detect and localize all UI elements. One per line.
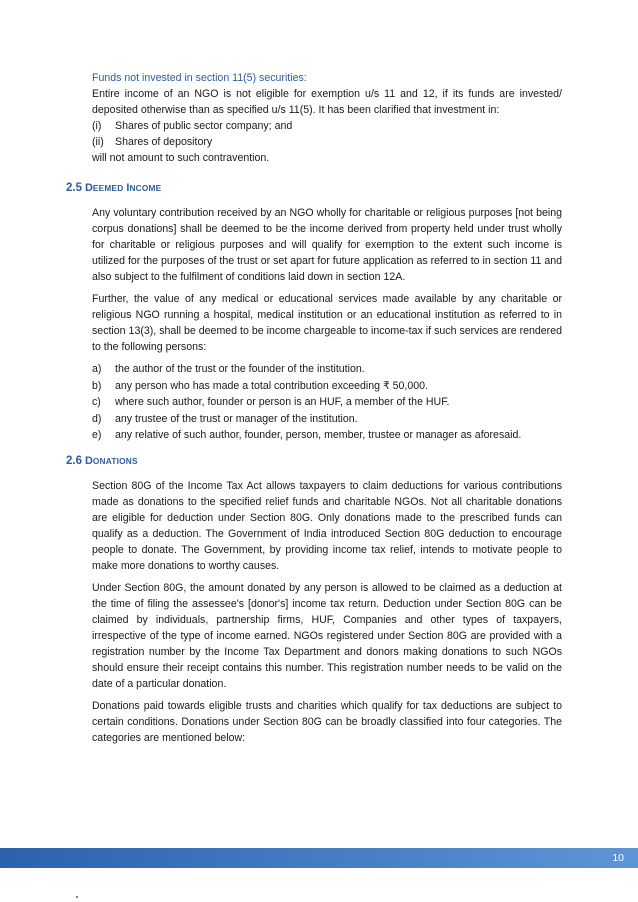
donations-paragraph-2: Under Section 80G, the amount donated by any person is allowed to be claimed as a deduction at the time of filing the assessee's [donor's] income tax return. Deduction under Section 80G can be claimed by individuals, partnership firms, HUF, Companies and other types of taxpayers, irrespective of the type of income earned. NGOs registered under Section 80G are provided with a registration number by the Income Tax Department and donors making donations to such NGOs should ensure their receipt contains this number. This registration number needs to be valid on the date of a particular donation. (92, 581, 562, 690)
section-title-rest: NCOME (129, 183, 162, 193)
section-title-rest: EEMED (92, 183, 124, 193)
list-text: where such author, founder or person is an HUF, a member of the HUF. (115, 396, 450, 408)
list-text: any relative of such author, founder, person, member, trustee or manager as aforesaid. (115, 429, 522, 441)
list-text: Shares of depository (115, 136, 213, 148)
section-number: 2.6 (66, 454, 82, 467)
funds-subheading: Funds not invested in section 11(5) securities: (92, 72, 307, 84)
section-title-initial: I (126, 182, 130, 194)
list-item (92, 134, 562, 150)
list-item (92, 394, 562, 411)
list-text: Shares of public sector company; and (115, 120, 293, 132)
section-number: 2.5 (66, 182, 82, 194)
funds-closing: will not amount to such contravention. (92, 152, 270, 164)
list-item (92, 378, 562, 395)
list-item (92, 361, 562, 378)
footer-bar (0, 848, 638, 868)
list-marker: c) (92, 396, 101, 408)
list-marker: a) (92, 363, 102, 375)
donations-paragraph-1: Section 80G of the Income Tax Act allows taxpayers to claim deductions for various contributions made as donations to the specified relief funds and charitable NGOs. Not all charitable donations are eligible for deduction under Section 80G. Only donations made to the prescribed funds can qualify as a deduction. The Government of India introduced Section 80G deduction to encourage people to donate. The Government, by providing income tax relief, intends to motivate people to make more donations to worthy causes. (92, 479, 562, 572)
deemed-income-paragraph-2: Further, the value of any medical or educational services made available by any charitable or religious NGO running a hospital, medical institution or an educational institution as referred to in section 13(3), shall be deemed to be income chargeable to income-tax if such services are rendered to the following persons: (92, 293, 562, 353)
section-heading-2-5 (66, 180, 536, 196)
stray-dot (76, 896, 78, 898)
page-number: 10 (612, 852, 624, 864)
list-text: any person who has made a total contribution exceeding ₹ 50,000. (115, 379, 428, 392)
list-item (92, 427, 562, 444)
donations-paragraph-3: Donations paid towards eligible trusts and charities which qualify for tax deductions are subject to certain conditions. Donations under Section 80G can be broadly classified into four categories. The categories are mentioned below: (92, 699, 562, 744)
list-marker: d) (92, 412, 102, 425)
section-title-initial: D (84, 454, 93, 467)
deemed-income-paragraph-1: Any voluntary contribution received by an NGO wholly for charitable or religious purposes [not being corpus donations] shall be deemed to be the income derived from property held under trust wholly for charitable or religious purposes and will qualify for exemption to the extent such income is utilized for the purposes of the trust or set apart for future application as referred to in section 11 and also subject to the fulfilment of conditions laid down in section 12A. (92, 207, 562, 283)
list-marker: b) (92, 379, 102, 392)
funds-paragraph: Entire income of an NGO is not eligible for exemption u/s 11 and 12, if its funds are invested/ deposited otherwise than as specified u/s 11(5). It has been clarified that investment in: (92, 88, 562, 116)
section-title-initial: D (84, 182, 93, 194)
section-title-rest: ONATIONS (92, 455, 138, 466)
deemed-income-list (92, 361, 562, 444)
list-item (92, 118, 562, 134)
page-content (66, 70, 562, 746)
list-item (92, 411, 562, 428)
list-marker: (ii) (92, 136, 104, 148)
funds-list (92, 118, 562, 150)
list-marker: (i) (92, 120, 102, 132)
list-text: the author of the trust or the founder of the institution. (115, 363, 365, 375)
list-marker: e) (92, 429, 102, 441)
list-text: any trustee of the trust or manager of the institution. (115, 412, 358, 425)
section-heading-2-6 (66, 453, 536, 469)
